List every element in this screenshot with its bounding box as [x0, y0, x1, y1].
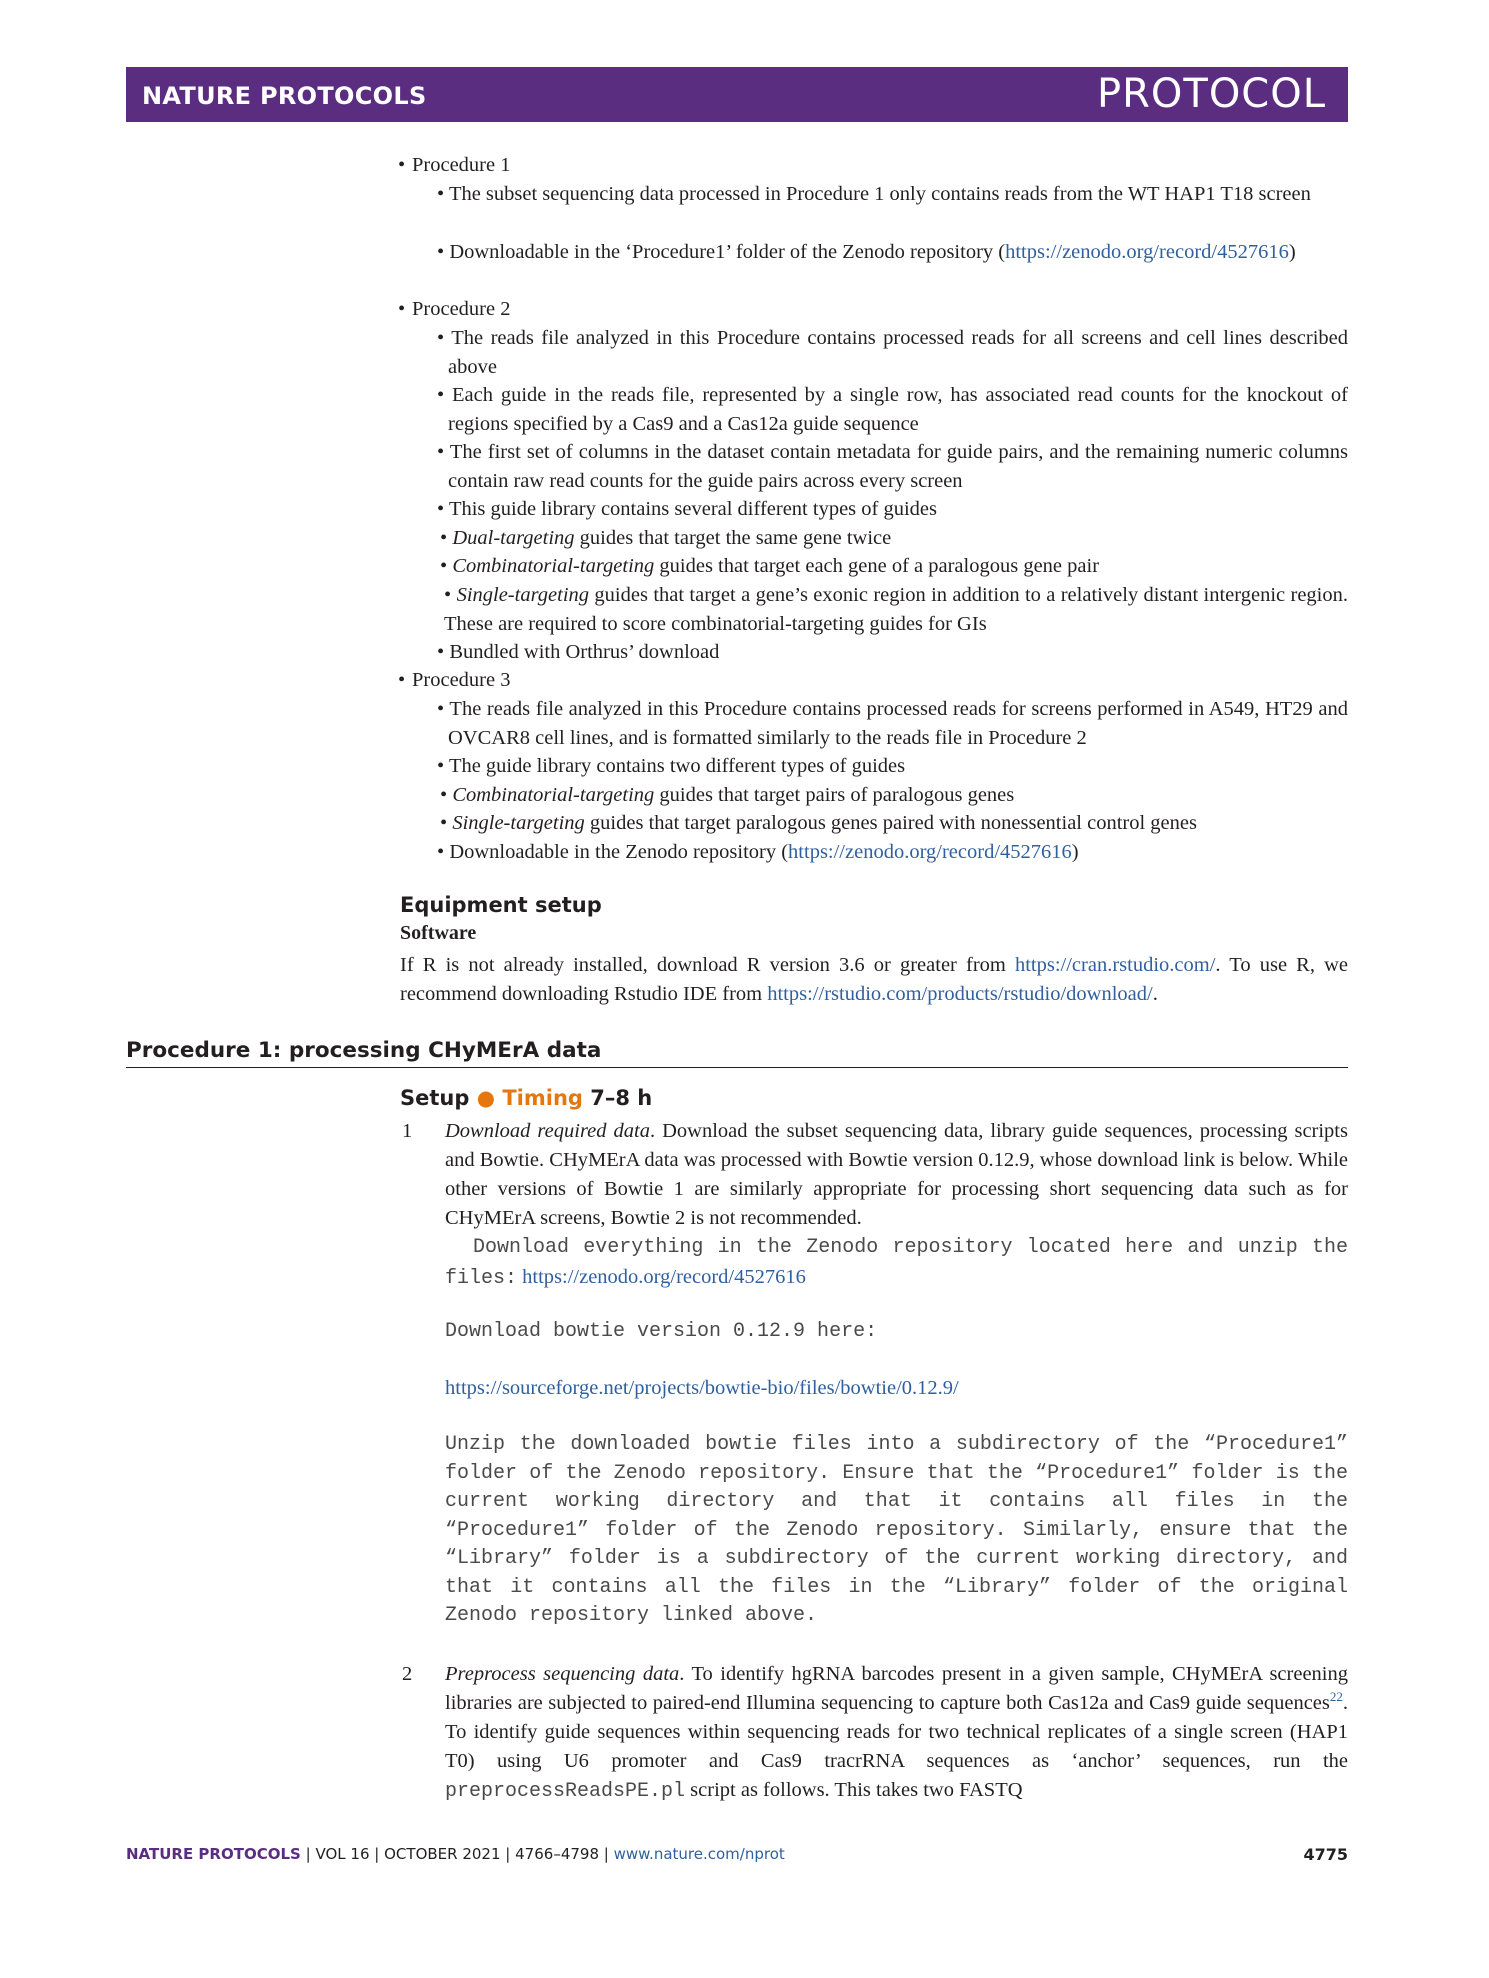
article-type: PROTOCOL — [1096, 71, 1326, 117]
subheading: Software — [400, 922, 477, 944]
list-item: • Downloadable in the ‘Procedure1’ folder of the Zenodo repository (https://zenodo.org/record/4527616) — [437, 241, 1296, 263]
footer-pages: 4766–4798 — [515, 1845, 599, 1863]
list-item: • Procedure 3 — [398, 669, 511, 691]
footer-journal: NATURE PROTOCOLS — [126, 1845, 301, 1863]
software-paragraph: If R is not already installed, download R version 3.6 or greater from https://cran.rstudio.com/. To use R, we recommend downloading Rstudio IDE from https://rstudio.com/products/rstudio/download/. — [400, 954, 1348, 1005]
step-number: 1 — [402, 1120, 413, 1142]
list-item: • The guide library contains two different types of guides — [437, 755, 906, 777]
list-item: • Combinatorial-targeting guides that target pairs of paralogous genes — [440, 784, 1015, 806]
list-item: • The subset sequencing data processed in Procedure 1 only contains reads from the WT HAP1 T18 screen — [437, 183, 1311, 205]
list-item: • Procedure 1 — [398, 151, 1348, 180]
step-text: Download required data. Download the subset sequencing data, library guide sequences, processing scripts and Bowtie. CHyMErA data was processed with Bowtie version 0.12.9, whose download link is below. While other versions of Bowtie 1 are similarly appropriate for processing short sequencing data such as for CHyMErA screens, Bowtie 2 is not recommended. — [445, 1120, 1348, 1229]
script-name: preprocessReadsPE.pl — [445, 1780, 686, 1803]
list-item: • The reads file analyzed in this Procedure contains processed reads for all screens and cell lines described above — [437, 327, 1348, 378]
journal-banner — [126, 67, 1348, 122]
section-heading: Equipment setup — [400, 893, 602, 917]
list-item: • Dual-targeting guides that target the same gene twice — [440, 527, 892, 549]
zenodo-link[interactable]: https://zenodo.org/record/4527616 — [522, 1265, 806, 1288]
footer-url[interactable]: www.nature.com/nprot — [613, 1845, 785, 1863]
code-block: Unzip the downloaded bowtie files into a subdirectory of the “Procedure1” folder of the Zenodo repository. Ensure that the “Procedure1” folder is the current working directory and that it contains all files in the “Procedure1” folder of the Zenodo repository. Similarly, ensure that the “Library” folder is a subdirectory of the current working directory, and that it contains all the files in the “Library” folder of the original Zenodo repository linked above. — [445, 1433, 1348, 1627]
zenodo-link[interactable]: https://zenodo.org/record/4527616 — [788, 841, 1072, 863]
code-block: Download everything in the Zenodo repository located here and unzip the files: https://zenodo.org/record/4527616 — [445, 1236, 1348, 1290]
rstudio-link[interactable]: https://rstudio.com/products/rstudio/download/ — [767, 983, 1153, 1005]
footer-date: OCTOBER 2021 — [384, 1845, 501, 1863]
code-line: Download bowtie version 0.12.9 here: — [445, 1320, 878, 1343]
sourceforge-link[interactable]: https://sourceforge.net/projects/bowtie-bio/files/bowtie/0.12.9/ — [445, 1377, 959, 1399]
zenodo-link[interactable]: https://zenodo.org/record/4527616 — [1005, 241, 1289, 263]
list-item: • Combinatorial-targeting guides that target each gene of a paralogous gene pair — [440, 555, 1100, 577]
code-line — [445, 1374, 1348, 1403]
list-item: • Procedure 2 — [398, 298, 511, 320]
list-item: • Bundled with Orthrus’ download — [437, 641, 720, 663]
journal-name: NATURE PROTOCOLS — [142, 82, 427, 110]
page-number: 4775 — [1303, 1845, 1348, 1864]
list-item: • The reads file analyzed in this Procedure contains processed reads for screens performed in A549, HT29 and OVCAR8 cell lines, and is formatted similarly to the reads file in Procedure 2 — [437, 698, 1348, 749]
list-item: • Single-targeting guides that target paralogous genes paired with nonessential control genes — [440, 812, 1197, 834]
section-title: Procedure 1: processing CHyMErA data — [126, 1038, 1348, 1068]
step-text: Preprocess sequencing data. To identify hgRNA barcodes present in a given sample, CHyMErA screening libraries are subjected to paired-end Illumina sequencing to capture both Cas12a and Cas9 guide sequences$^{22}$. To identify guide sequences within sequencing reads for two technical replicates of a single screen (HAP1 T0) using U6 promoter and Cas9 tracrRNA sequences as ‘anchor’ sequences, run the preprocessReadsPE.pl script as follows. This takes two FASTQ — [445, 1663, 1348, 1803]
list-item: • Downloadable in the Zenodo repository (https://zenodo.org/record/4527616) — [437, 841, 1079, 863]
timing-icon: ● — [476, 1086, 496, 1110]
cran-link[interactable]: https://cran.rstudio.com/ — [1014, 954, 1216, 976]
footer-volume: VOL 16 — [315, 1845, 370, 1863]
list-item: • The first set of columns in the dataset contain metadata for guide pairs, and the remaining numeric columns contain raw read counts for the guide pairs across every screen — [437, 441, 1348, 492]
step-number: 2 — [402, 1663, 413, 1685]
list-item: • Each guide in the reads file, represented by a single row, has associated read counts for the knockout of regions specified by a Cas9 and a Cas12a guide sequence — [437, 384, 1348, 435]
setup-timing: Setup ● Timing 7–8 h — [400, 1086, 653, 1110]
page-footer: NATURE PROTOCOLS | VOL 16 | OCTOBER 2021 | 4766–4798 | www.nature.com/nprot 4775 — [126, 1845, 1348, 1864]
reference[interactable]: 22 — [1329, 1689, 1343, 1705]
list-item: • This guide library contains several different types of guides — [437, 498, 938, 520]
bullet: • — [398, 154, 406, 176]
list-item: • Single-targeting guides that target a gene’s exonic region in addition to a relatively distant intergenic region. These are required to score combinatorial-targeting guides for GIs — [444, 584, 1348, 635]
